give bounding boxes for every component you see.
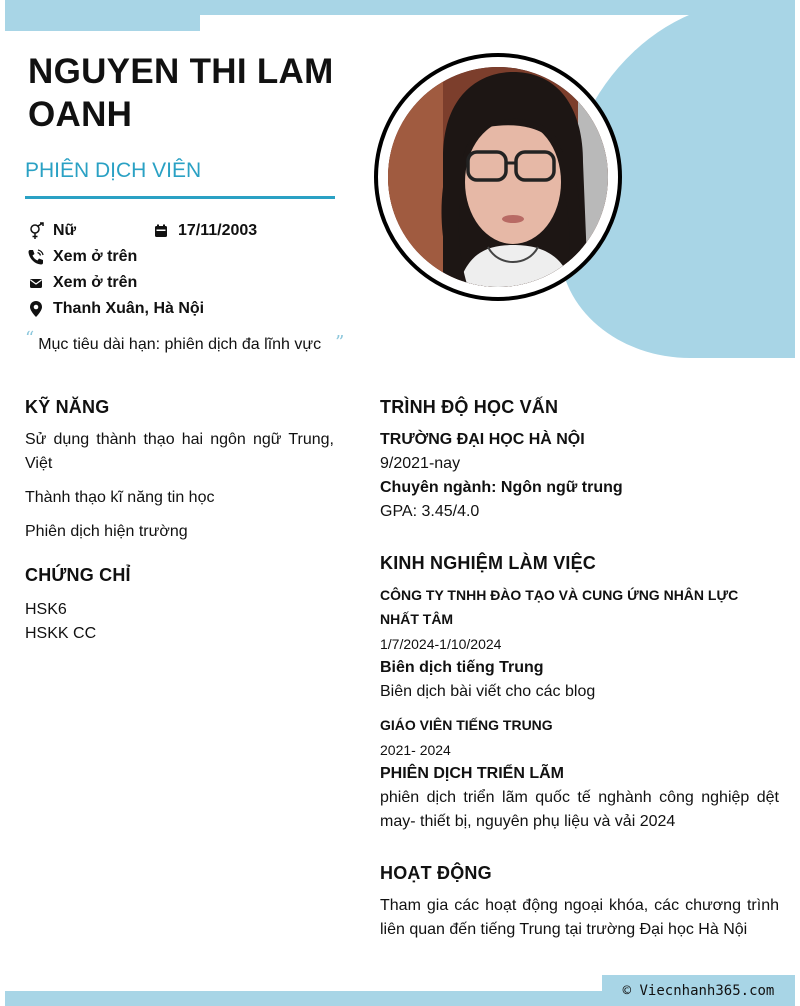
- activities-text: Tham gia các hoạt động ngoại khóa, các chương trình liên quan đến tiếng Trung tại trường Đại học Hà Nội: [380, 897, 779, 938]
- close-quote-mark: ”: [335, 332, 345, 353]
- location-icon: [25, 299, 47, 319]
- education-gpa: GPA: 3.45/4.0: [380, 503, 480, 520]
- title-underline: [25, 196, 335, 199]
- phone-row: [25, 247, 137, 267]
- email-value: Xem ở trên: [53, 274, 138, 291]
- job-period: 1/7/2024-1/10/2024: [380, 636, 502, 652]
- skill-item: Phiên dịch hiện trường: [25, 523, 188, 540]
- experience-heading: KINH NGHIỆM LÀM VIỆC: [380, 553, 597, 573]
- career-objective: [25, 328, 345, 355]
- gender-row: [25, 221, 76, 241]
- education-heading: TRÌNH ĐỘ HỌC VẤN: [380, 397, 559, 417]
- objective-text: Mục tiêu dài hạn: phiên dịch đa lĩnh vực: [38, 335, 322, 353]
- education-major: Chuyên ngành: Ngôn ngữ trung: [380, 479, 623, 496]
- avatar-frame: [374, 53, 622, 301]
- email-row: [25, 273, 137, 293]
- candidate-name: NGUYEN THI LAM OANH: [28, 52, 334, 134]
- birthday-value: 17/11/2003: [178, 222, 258, 239]
- skill-item: Thành thạo kĩ năng tin học: [25, 489, 215, 506]
- job-period: 2021- 2024: [380, 742, 451, 758]
- job-company: GIÁO VIÊN TIẾNG TRUNG: [380, 717, 553, 733]
- certificate-item: HSKK CC: [25, 625, 97, 642]
- address-row: [25, 299, 204, 319]
- calendar-icon: [150, 221, 172, 241]
- gender-value: Nữ: [53, 222, 77, 239]
- job-title: PHIÊN DỊCH VIÊN: [25, 159, 202, 182]
- education-period: 9/2021-nay: [380, 455, 461, 472]
- birthday-row: [150, 221, 257, 241]
- email-icon: [25, 273, 47, 293]
- phone-value: Xem ở trên: [53, 248, 138, 265]
- school-name: TRƯỜNG ĐẠI HỌC HÀ NỘI: [380, 431, 585, 448]
- job-role: PHIÊN DỊCH TRIỂN LÃM: [380, 765, 564, 782]
- gender-icon: [25, 221, 47, 241]
- activities-heading: HOẠT ĐỘNG: [380, 863, 492, 883]
- address-value: Thanh Xuân, Hà Nội: [53, 300, 205, 317]
- phone-icon: [25, 247, 47, 267]
- skills-heading: KỸ NĂNG: [25, 397, 110, 417]
- top-left-accent-block: [5, 0, 200, 31]
- job-company: CÔNG TY TNHH ĐÀO TẠO VÀ CUNG ỨNG NHÂN LỰC NHẤT TÂM: [380, 587, 739, 627]
- job-description: phiên dịch triển lãm quốc tế nghành công nghiệp dệt may- thiết bị, nguyên phụ liệu và vải 2024: [380, 789, 779, 830]
- job-description: Biên dịch bài viết cho các blog: [380, 683, 596, 700]
- certificate-item: HSK6: [25, 601, 67, 618]
- skill-item: Sử dụng thành thạo hai ngôn ngữ Trung, Việt: [25, 431, 334, 472]
- avatar: [388, 67, 608, 287]
- job-role: Biên dịch tiếng Trung: [380, 659, 544, 676]
- certificates-heading: CHỨNG CHỈ: [25, 565, 131, 585]
- open-quote-mark: “: [25, 328, 35, 349]
- watermark: © Viecnhanh365.com: [602, 975, 795, 1006]
